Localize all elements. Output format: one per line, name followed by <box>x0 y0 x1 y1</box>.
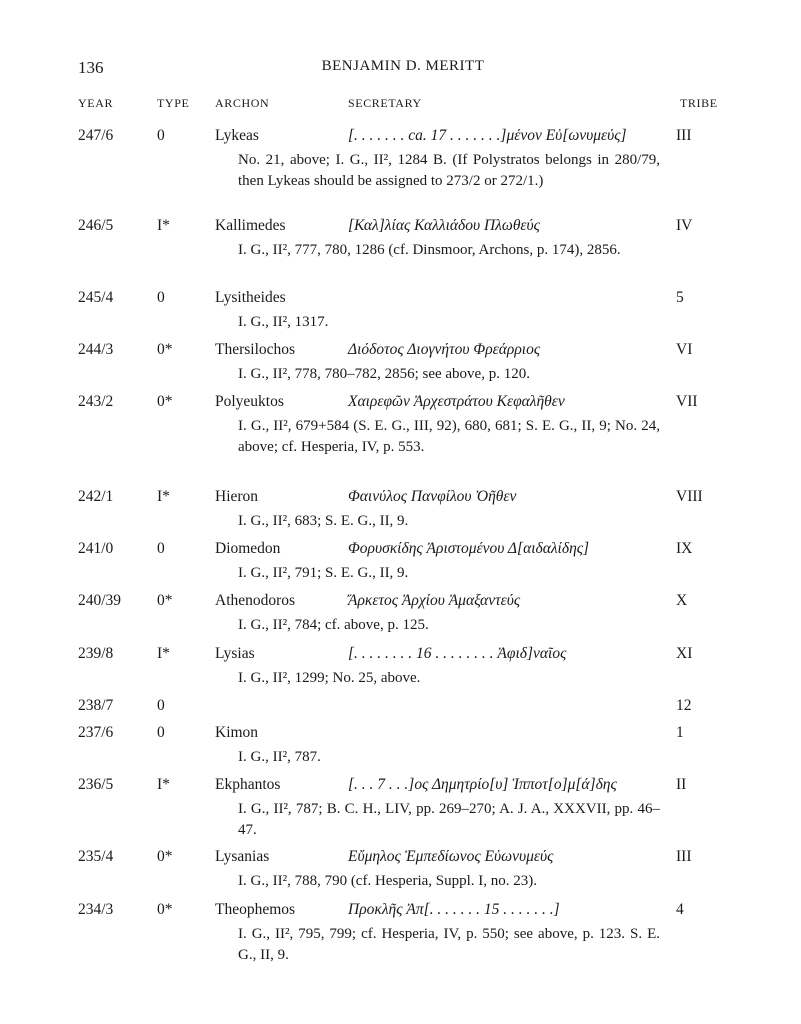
entry-tribe: VI <box>676 341 693 358</box>
entry-secretary: [. . . 7 . . .]ος Δημητρίο[υ] Ἱπποτ[ο]μ[ά]δης <box>348 776 617 793</box>
entry-note: I. G., II², 788, 790 (cf. Hesperia, Suppl. I, no. 23). <box>238 873 538 889</box>
entry-year: 237/6 <box>78 724 114 741</box>
entry-secretary: Προκλῆς Ἀπ[. . . . . . . 15 . . . . . . .] <box>348 901 560 918</box>
entry-year: 238/7 <box>78 697 114 714</box>
entry-secretary: [. . . . . . . . 16 . . . . . . . . Ἀφιδ]ναῖος <box>348 645 567 662</box>
entry-year: 241/0 <box>78 540 114 557</box>
entry-year: 244/3 <box>78 341 114 358</box>
entry-note: I. G., II², 679+584 (S. E. G., III, 92), 680, 681; S. E. G., II, 9; No. 24, above; cf. Hesperia, IV, p. 553. <box>238 418 660 455</box>
entry-archon: Thersilochos <box>215 341 296 358</box>
entry-archon: Lysias <box>215 645 255 662</box>
entry-tribe: III <box>676 127 692 144</box>
archon-entry <box>78 217 728 261</box>
archon-entry <box>78 540 728 584</box>
running-title: BENJAMIN D. MERITT <box>321 58 485 74</box>
page-number: 136 <box>78 58 104 77</box>
entry-archon: Polyeuktos <box>215 393 284 410</box>
page-header <box>78 58 728 82</box>
entry-archon: Lysitheides <box>215 289 286 306</box>
entry-secretary: Χαιρεφῶν Ἀρχεστράτου Κεφαλῆθεν <box>348 393 565 410</box>
entry-type: I* <box>157 776 170 793</box>
entry-tribe: VII <box>676 393 698 410</box>
entry-note: I. G., II², 787. <box>238 749 321 765</box>
entry-type: 0* <box>157 592 173 609</box>
entry-secretary: Ἄρκετος Ἀρχίου Ἀμαξαντεύς <box>348 592 521 609</box>
entry-archon: Kimon <box>215 724 259 741</box>
entry-type: 0 <box>157 540 165 557</box>
entry-year: 243/2 <box>78 393 114 410</box>
entry-tribe: 12 <box>676 697 692 714</box>
archon-entry <box>78 848 728 892</box>
entry-archon: Athenodoros <box>215 592 296 609</box>
entry-type: I* <box>157 488 170 505</box>
entry-note: I. G., II², 777, 780, 1286 (cf. Dinsmoor, Archons, p. 174), 2856. <box>238 242 621 258</box>
entry-tribe: X <box>676 592 688 609</box>
column-header-secretary: SECRETARY <box>348 96 422 110</box>
entry-note: I. G., II², 791; S. E. G., II, 9. <box>238 565 409 581</box>
archon-entry <box>78 776 728 841</box>
entry-type: I* <box>157 217 170 234</box>
entry-note: I. G., II², 1299; No. 25, above. <box>238 670 421 686</box>
entry-tribe: XI <box>676 645 693 662</box>
archon-entry <box>78 488 728 532</box>
column-headers <box>78 96 728 114</box>
entry-type: 0* <box>157 341 173 358</box>
entry-type: 0* <box>157 848 173 865</box>
entry-year: 236/5 <box>78 776 114 793</box>
entry-year: 245/4 <box>78 289 114 306</box>
entry-archon: Theophemos <box>215 901 296 918</box>
entry-tribe: IV <box>676 217 693 234</box>
entry-tribe: VIII <box>676 488 703 505</box>
entry-note: I. G., II², 1317. <box>238 314 329 330</box>
archon-entry <box>78 645 728 689</box>
entry-secretary: Εὔμηλος Ἐμπεδίωνος Εὐωνυμεύς <box>348 848 554 865</box>
entry-note: I. G., II², 784; cf. above, p. 125. <box>238 617 429 633</box>
entry-secretary: Διόδοτος Διογνήτου Φρεάρριος <box>348 341 541 358</box>
entry-note: I. G., II², 787; B. C. H., LIV, pp. 269–270; A. J. A., XXXVII, pp. 46–47. <box>238 801 660 838</box>
entry-secretary: Φορυσκίδης Ἀριστομένου Δ[αιδαλίδης] <box>348 540 590 557</box>
archon-entry <box>78 341 728 385</box>
entry-tribe: IX <box>676 540 693 557</box>
column-header-archon: ARCHON <box>215 96 270 110</box>
column-header-tribe: TRIBE <box>680 96 718 110</box>
entry-tribe: III <box>676 848 692 865</box>
entry-year: 239/8 <box>78 645 114 662</box>
entry-year: 246/5 <box>78 217 114 234</box>
entry-archon: Ekphantos <box>215 776 281 793</box>
entry-secretary: [. . . . . . . ca. 17 . . . . . . .]μένον Εὐ[ωνυμεύς] <box>348 127 627 144</box>
archon-entry <box>78 393 728 458</box>
entry-archon: Lysanias <box>215 848 270 865</box>
entry-secretary: Φαινύλος Πανφίλου Ὀῆθεν <box>348 488 517 505</box>
entry-type: 0* <box>157 393 173 410</box>
entry-year: 242/1 <box>78 488 114 505</box>
archon-entry <box>78 289 728 333</box>
entry-note: I. G., II², 683; S. E. G., II, 9. <box>238 513 409 529</box>
archon-entry <box>78 592 728 636</box>
entry-tribe: II <box>676 776 687 793</box>
entry-tribe: 5 <box>676 289 684 306</box>
entry-type: 0 <box>157 127 165 144</box>
entry-type: 0 <box>157 724 165 741</box>
column-header-type: TYPE <box>157 96 190 110</box>
column-header-year: YEAR <box>78 96 114 110</box>
entry-note: I. G., II², 795, 799; cf. Hesperia, IV, p. 550; see above, p. 123. S. E. G., II, 9. <box>238 926 660 963</box>
entry-year: 235/4 <box>78 848 114 865</box>
archon-entry <box>78 724 728 768</box>
entry-type: 0* <box>157 901 173 918</box>
entry-archon: Kallimedes <box>215 217 286 234</box>
entry-year: 247/6 <box>78 127 114 144</box>
archon-entry <box>78 127 728 192</box>
entry-archon: Lykeas <box>215 127 259 144</box>
entry-archon: Hieron <box>215 488 259 505</box>
entry-note: No. 21, above; I. G., II², 1284 B. (If Polystratos belongs in 280/79, then Lykeas should be assigned to 273/2 or 272/1.) <box>238 152 660 189</box>
entry-note: I. G., II², 778, 780–782, 2856; see above, p. 120. <box>238 366 530 382</box>
entry-type: 0 <box>157 697 165 714</box>
entry-type: 0 <box>157 289 165 306</box>
entry-archon: Diomedon <box>215 540 281 557</box>
entry-year: 234/3 <box>78 901 114 918</box>
entry-tribe: 1 <box>676 724 684 741</box>
archon-entry <box>78 697 728 720</box>
entry-year: 240/39 <box>78 592 122 609</box>
archon-entry <box>78 901 728 966</box>
entry-secretary: [Καλ]λίας Καλλιάδου Πλωθεύς <box>348 217 540 234</box>
entry-type: I* <box>157 645 170 662</box>
entry-tribe: 4 <box>676 901 684 918</box>
